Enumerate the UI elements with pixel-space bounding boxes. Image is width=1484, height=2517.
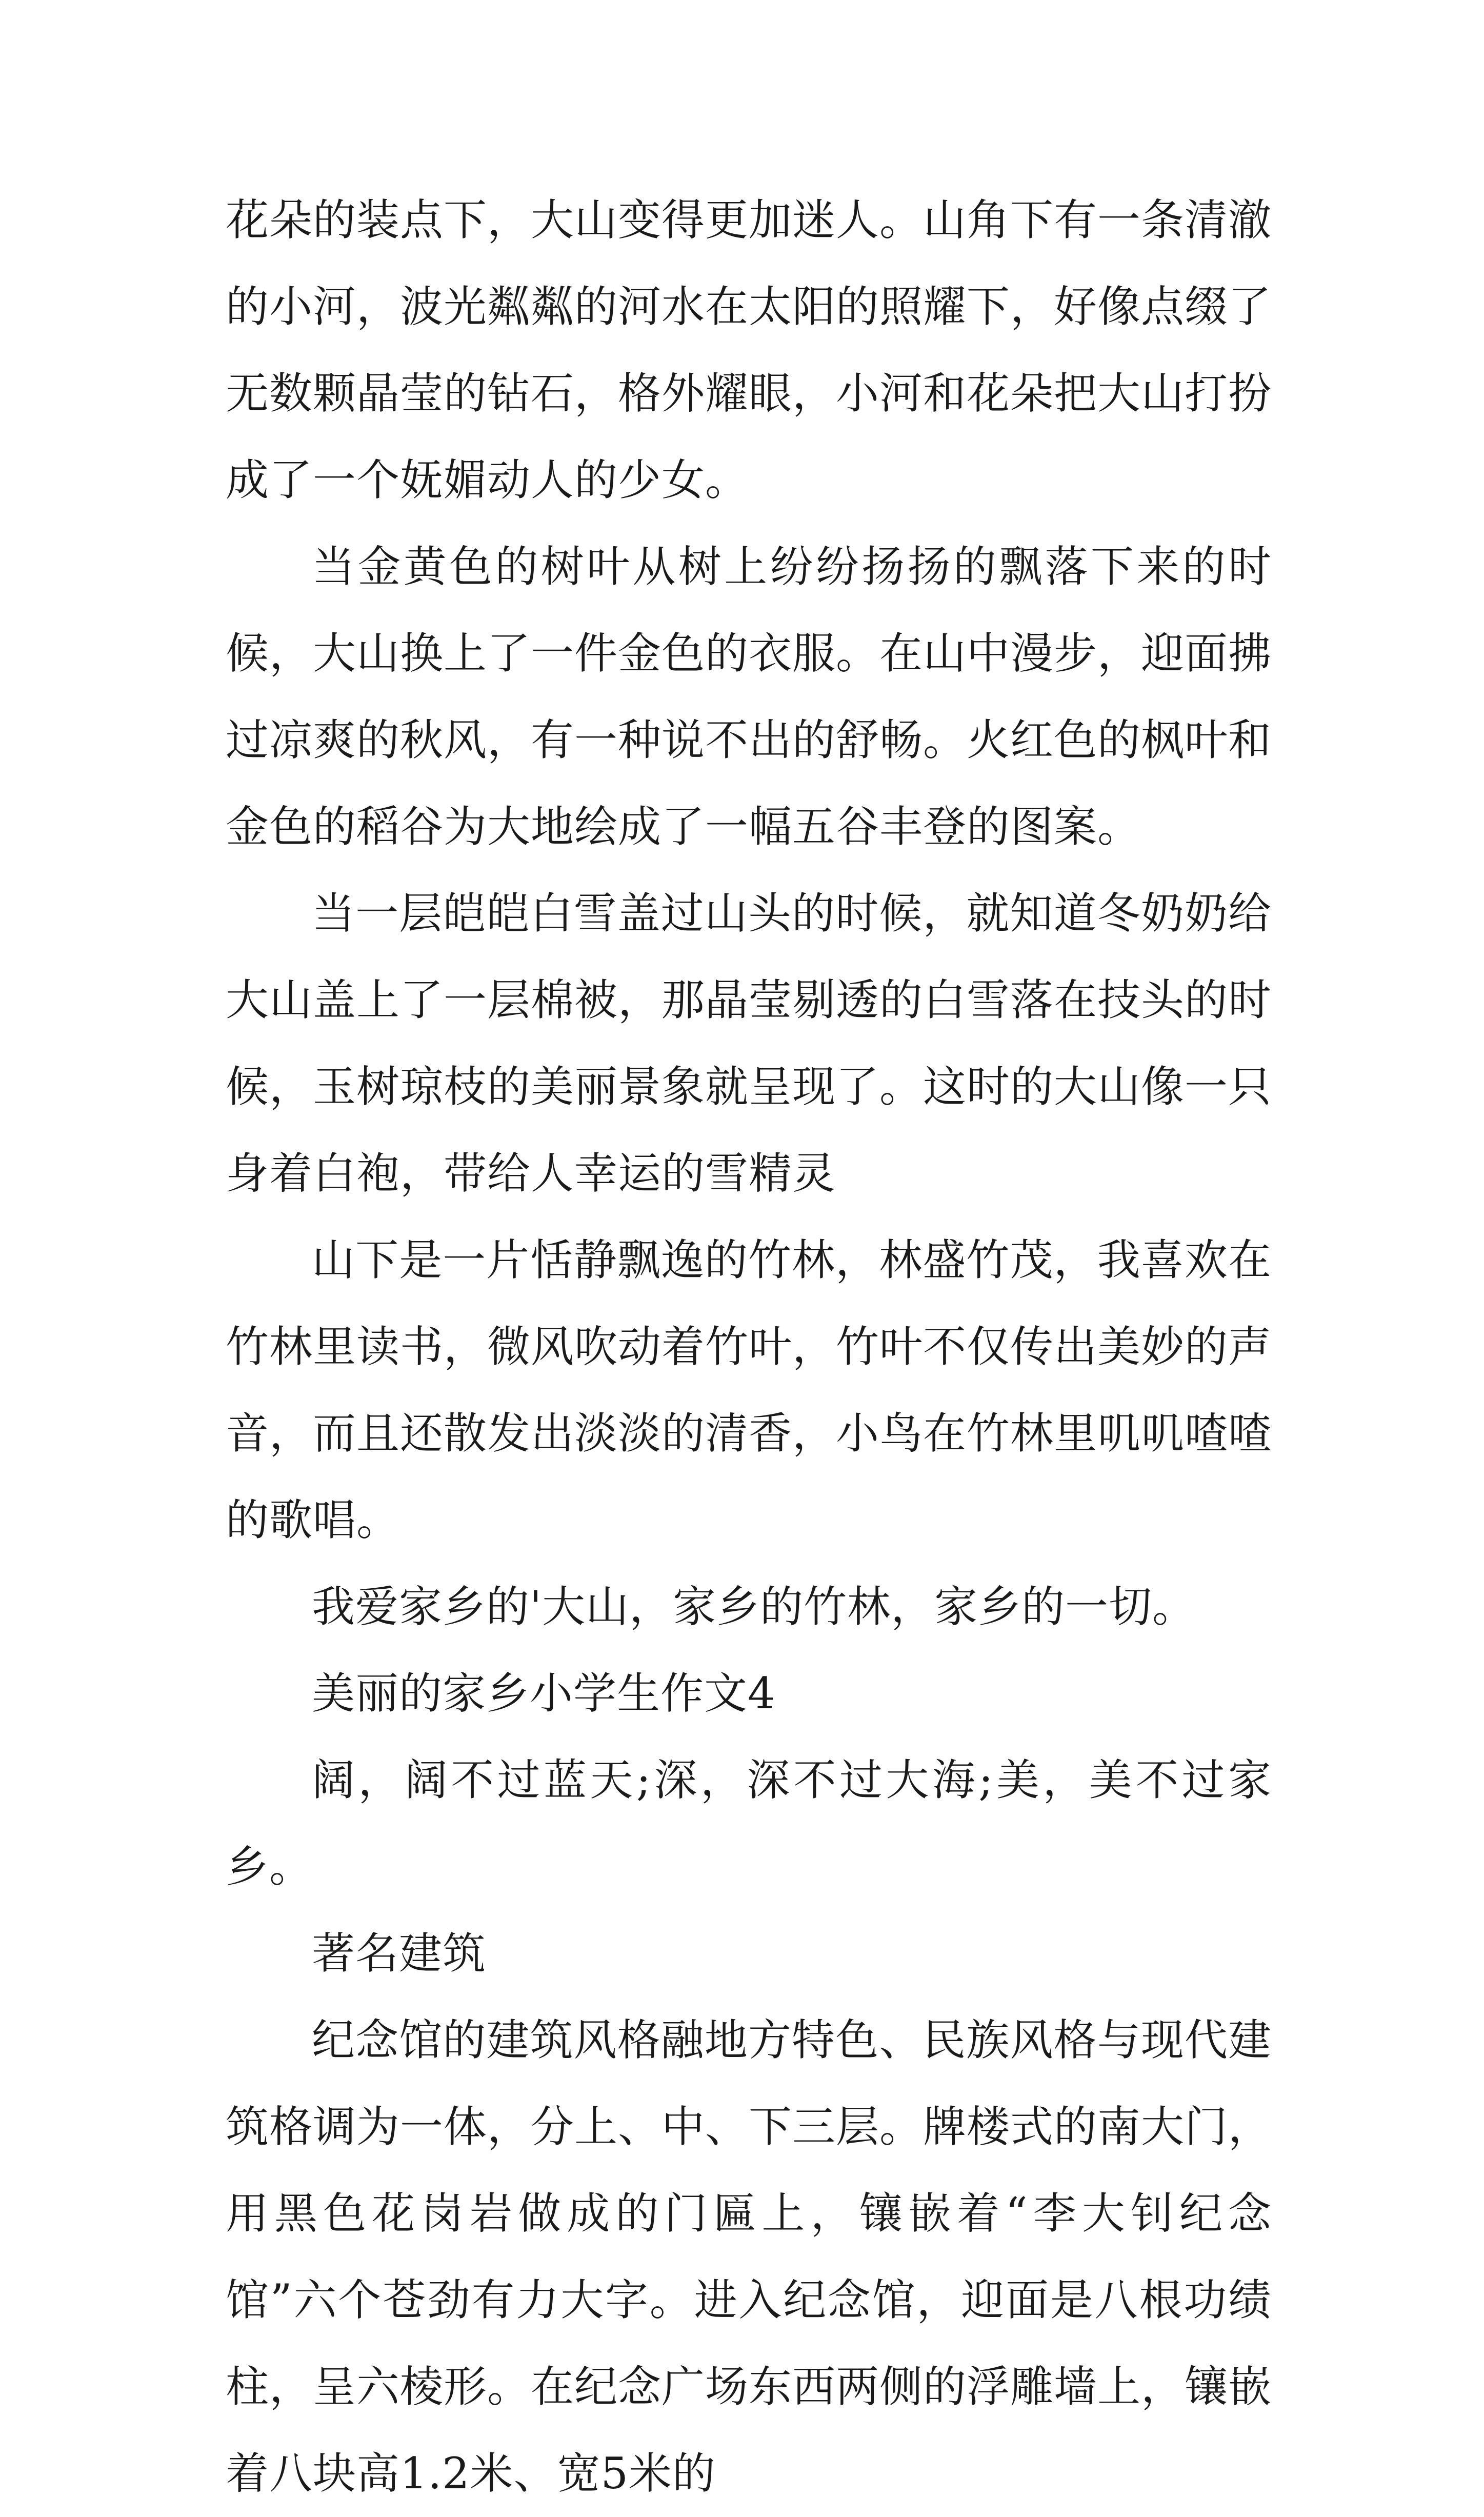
paragraph-autumn: 当金黄色的树叶从树上纷纷扬扬的飘落下来的时候，大山换上了一件金色的衣服。在山中漫步，迎面拂过凉爽的秋风，有一种说不出的舒畅。火红色的枫叶和金色的稻谷为大地绘成了一幅五谷丰登的图案。 [226,542,1272,852]
paragraph-love-hometown: 我爱家乡的'大山，家乡的竹林，家乡的一切。 [312,1582,1196,1632]
section-heading: 著名建筑 [312,1928,487,1979]
body-text [226,177,1272,2517]
paragraph-bamboo: 山下是一片恬静飘逸的竹林，林盛竹茂，我喜欢在竹林里读书，微风吹动着竹叶，竹叶不仅传出美妙的声音，而且还散发出淡淡的清香，小鸟在竹林里叽叽喳喳的歌唱。 [226,1235,1272,1545]
paragraph-winter: 当一层皑皑白雪盖过山头的时候，就知道冬奶奶给大山盖上了一层棉被，那晶莹剔透的白雪落在技头的时候，玉树琼枝的美丽景象就呈现了。这时的大山像一只身着白袍，带给人幸运的雪精灵 [226,888,1272,1198]
paragraph-memorial: 纪念馆的建筑风格融地方特色、民族风格与现代建筑格调为一体，分上、中、下三层。牌楼式的南大门，用黑色花岗岩做成的门匾上，镶嵌着“李大钊纪念馆”六个苍劲有力大字。进入纪念馆，迎面是八根功绩柱，呈六棱形。在纪念广场东西两侧的浮雕墙上，镶嵌着八块高1.2米、宽5米的 [226,2015,1272,2499]
paragraph-opening: 阔，阔不过蓝天;深，深不过大海;美，美不过家乡。 [226,1755,1272,1892]
essay-title: 美丽的家乡小学生作文4 [312,1668,776,1719]
paragraph-continuation: 花朵的装点下，大山变得更加迷人。山角下有一条清澈的小河，波光粼粼的河水在太阳的照耀下，好像点缀了无数颗晶莹的钻石，格外耀眼，小河和花朵把大山打扮成了一个妩媚动人的少女。 [226,195,1272,505]
